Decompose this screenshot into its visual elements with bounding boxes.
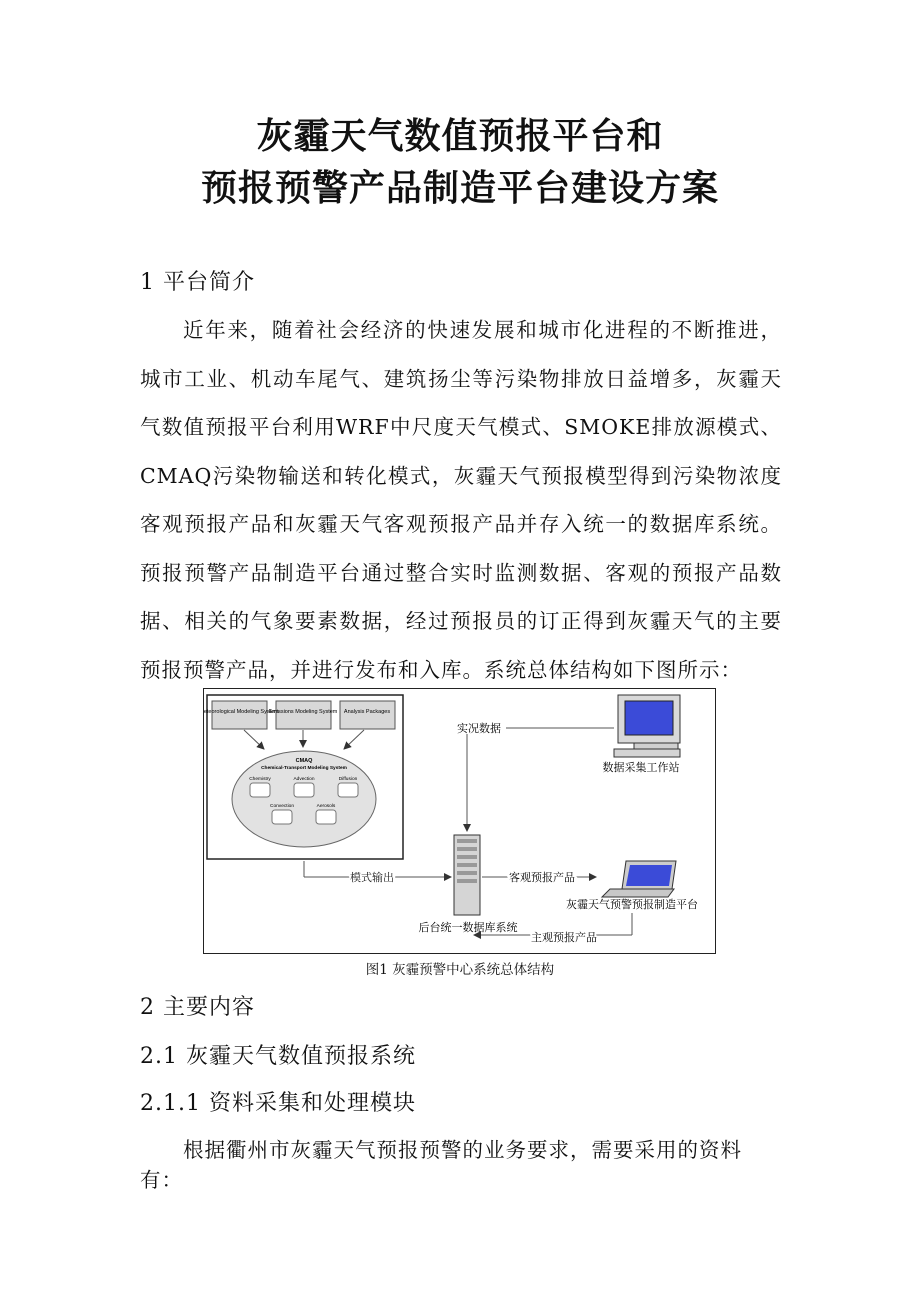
objective-product-label: 客观预报产品 [509,871,575,884]
chemistry-cylinder [250,783,270,797]
diffusion-cylinder [338,783,358,797]
architecture-diagram [204,689,715,953]
cmaq-subtitle: Chemical-Transport Modeling System [261,766,347,771]
section-1-paragraph [140,306,782,694]
model-output-label: 模式输出 [350,871,394,884]
section-2-1-heading: 2.1 灰霾天气数值预报系统 [140,1044,416,1069]
observed-data-label: 实况数据 [457,722,501,735]
laptop-icon [602,861,676,897]
platform-label: 灰霾天气预警预报制造平台 [566,898,698,911]
meteorological-label: Meteorological Modeling System [204,709,279,715]
section-2-1-1-paragraph: 根据衢州市灰霾天气预报预警的业务要求，需要采用的资料有： [140,1138,743,1192]
meteorological-box [212,701,267,729]
aerosols-label: Aerosols [316,804,336,809]
document-title-line-2: 预报预警产品制造平台建设方案 [200,167,719,209]
emissions-box [276,701,331,729]
cmaq-title: CMAQ [295,758,313,764]
analysis-label: Analysis Packages [343,709,391,715]
aerosols-cylinder [316,810,336,824]
section-2-heading: 2 主要内容 [140,995,255,1020]
document-title-line-1: 灰霾天气数值预报平台和 [256,115,664,157]
subjective-product-label: 主观预报产品 [531,931,597,944]
analysis-box [340,701,395,729]
diffusion-label: Diffusion [338,777,358,782]
workstation-label: 数据采集工作站 [602,761,680,774]
figure-caption: 图1 灰霾预警中心系统总体结构 [365,962,555,978]
system-architecture-figure [203,688,716,954]
convection-label: Convection [270,804,294,809]
section-2-1-1-heading: 2.1.1 资料采集和处理模块 [140,1091,416,1116]
database-server-icon [454,835,480,915]
advection-label: Advection [293,777,315,782]
emissions-label: Emissions Modeling System [268,709,338,715]
workstation-computer-icon [614,695,680,757]
section-1-paragraph-text: 近年来，随着社会经济的快速发展和城市化进程的不断推进，城市工业、机动车尾气、建筑扬尘等污染物排放日益增多，灰霾天气数值预报平台利用WRF中尺度天气模式、SMOKE排放源模式、CMAQ污染物输送和转化模式，灰霾天气预报模型得到污染物浓度客观预报产品和灰霾天气客观预报产品并存入统一的数据库系统。预报预警产品制造平台通过整合实时监测数据、客观的预报产品数据、相关的气象要素数据，经过预报员的订正得到灰霾天气的主要预报预警产品，并进行发布和入库。系统总体结构如下图所示： [140,318,782,682]
advection-cylinder [294,783,314,797]
database-label: 后台统一数据库系统 [418,921,518,934]
chemistry-label: Chemistry [249,777,271,782]
section-1-heading: 1 平台简介 [140,270,255,295]
convection-cylinder [272,810,292,824]
